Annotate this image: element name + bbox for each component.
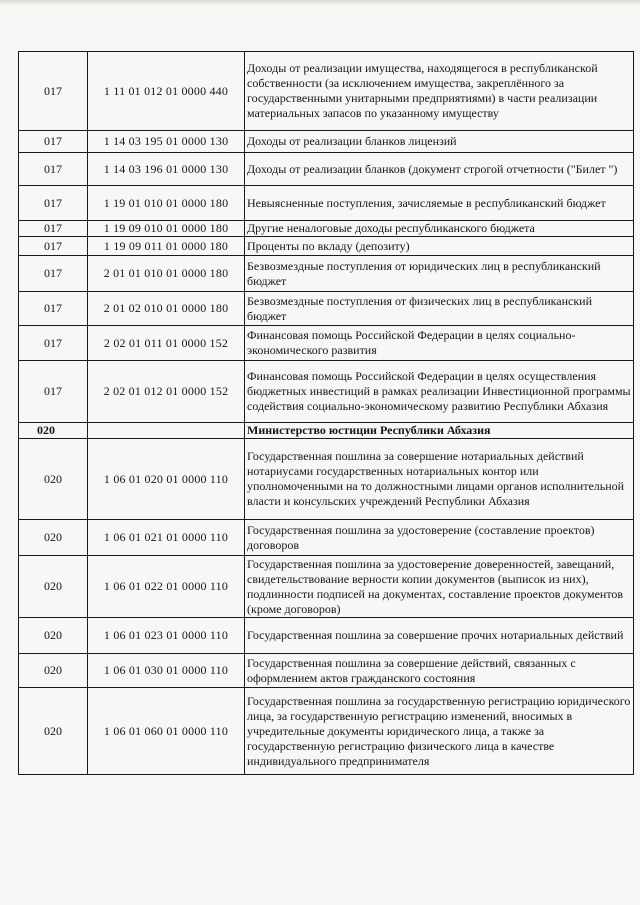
budget-code-cell: 1 19 09 011 01 0000 180	[88, 237, 245, 256]
budget-code-cell: 2 02 01 011 01 0000 152	[88, 326, 245, 361]
table-row	[19, 326, 634, 361]
revenue-name-cell: Государственная пошлина за удостоверение доверенностей, завещаний, свидетельствование верности копии документов (выписок из них), подлинности подписей на документах, составление проектов документов (кроме договоров)	[245, 556, 634, 618]
revenue-name-cell: Доходы от реализации имущества, находящегося в республиканской собственности (за исключением имущества, закреплённого за государственными унитарными предприятиями) в части реализации материальных запасов по указанному имуществу	[245, 52, 634, 131]
budget-codes-table	[18, 51, 634, 775]
budget-code-cell: 2 01 02 010 01 0000 180	[88, 292, 245, 326]
admin-code-cell: 017	[19, 221, 88, 237]
admin-code-cell: 020	[19, 423, 88, 439]
admin-code-cell: 020	[19, 688, 88, 775]
admin-code-cell: 017	[19, 256, 88, 292]
budget-code-cell: 1 06 01 023 01 0000 110	[88, 618, 245, 654]
table-row	[19, 439, 634, 520]
revenue-name-cell: Доходы от реализации бланков лицензий	[245, 131, 634, 153]
admin-code-cell: 020	[19, 556, 88, 618]
admin-code-cell: 017	[19, 326, 88, 361]
revenue-name-cell: Доходы от реализации бланков (документ строгой отчетности ("Билет ")	[245, 153, 634, 186]
budget-code-cell: 1 06 01 030 01 0000 110	[88, 654, 245, 688]
budget-code-cell: 1 11 01 012 01 0000 440	[88, 52, 245, 131]
budget-code-cell: 2 02 01 012 01 0000 152	[88, 361, 245, 423]
revenue-name-cell: Государственная пошлина за совершение действий, связанных с оформлением актов гражданского состояния	[245, 654, 634, 688]
budget-code-cell: 1 14 03 195 01 0000 130	[88, 131, 245, 153]
scan-top-edge	[0, 0, 640, 6]
admin-code-cell: 017	[19, 52, 88, 131]
budget-code-cell: 1 06 01 020 01 0000 110	[88, 439, 245, 520]
table-row	[19, 221, 634, 237]
revenue-name-cell: Финансовая помощь Российской Федерации в целях социально-экономического развития	[245, 326, 634, 361]
admin-code-cell: 017	[19, 186, 88, 221]
budget-code-cell: 1 06 01 021 01 0000 110	[88, 520, 245, 556]
admin-code-cell: 017	[19, 237, 88, 256]
revenue-name-cell: Невыясненные поступления, зачисляемые в республиканский бюджет	[245, 186, 634, 221]
revenue-name-cell: Другие неналоговые доходы республиканского бюджета	[245, 221, 634, 237]
admin-code-cell: 017	[19, 153, 88, 186]
budget-code-cell: 1 19 01 010 01 0000 180	[88, 186, 245, 221]
table-row	[19, 654, 634, 688]
revenue-name-cell: Государственная пошлина за удостоверение (составление проектов) договоров	[245, 520, 634, 556]
table-row	[19, 688, 634, 775]
revenue-name-cell: Проценты по вкладу (депозиту)	[245, 237, 634, 256]
table-row	[19, 556, 634, 618]
budget-code-cell	[88, 423, 245, 439]
table-row	[19, 237, 634, 256]
admin-code-cell: 017	[19, 131, 88, 153]
admin-code-cell: 020	[19, 520, 88, 556]
revenue-name-cell: Безвозмездные поступления от юридических лиц в республиканский бюджет	[245, 256, 634, 292]
revenue-name-cell: Финансовая помощь Российской Федерации в целях осуществления бюджетных инвестиций в рамках реализации Инвестиционной программы содействия социально-экономическому развитию Республики Абхазия	[245, 361, 634, 423]
table-row	[19, 131, 634, 153]
revenue-name-cell: Государственная пошлина за совершение прочих нотариальных действий	[245, 618, 634, 654]
revenue-name-cell: Государственная пошлина за совершение нотариальных действий нотариусами государственных нотариальных контор или уполномоченными на то должностными лицами органов исполнительной власти и консульских учреждений Республики Абхазия	[245, 439, 634, 520]
table-row	[19, 361, 634, 423]
budget-code-cell: 1 14 03 196 01 0000 130	[88, 153, 245, 186]
admin-code-cell: 020	[19, 439, 88, 520]
table-row	[19, 292, 634, 326]
table-row	[19, 520, 634, 556]
table-row	[19, 256, 634, 292]
table-body	[19, 52, 634, 775]
admin-code-cell: 017	[19, 292, 88, 326]
admin-code-cell: 017	[19, 361, 88, 423]
table-row	[19, 618, 634, 654]
budget-code-cell: 1 06 01 022 01 0000 110	[88, 556, 245, 618]
table-row	[19, 153, 634, 186]
budget-code-cell: 2 01 01 010 01 0000 180	[88, 256, 245, 292]
budget-code-cell: 1 06 01 060 01 0000 110	[88, 688, 245, 775]
table-row	[19, 52, 634, 131]
revenue-name-cell: Безвозмездные поступления от физических лиц в республиканский бюджет	[245, 292, 634, 326]
admin-code-cell: 020	[19, 618, 88, 654]
revenue-name-cell: Министерство юстиции Республики Абхазия	[245, 423, 634, 439]
revenue-name-cell: Государственная пошлина за государственную регистрацию юридического лица, за государственную регистрацию изменений, вносимых в учредительные документы юридического лица, а также за государственную регистрацию физического лица в качестве индивидуального предпринимателя	[245, 688, 634, 775]
admin-code-cell: 020	[19, 654, 88, 688]
budget-code-cell: 1 19 09 010 01 0000 180	[88, 221, 245, 237]
table-row	[19, 186, 634, 221]
section-row	[19, 423, 634, 439]
